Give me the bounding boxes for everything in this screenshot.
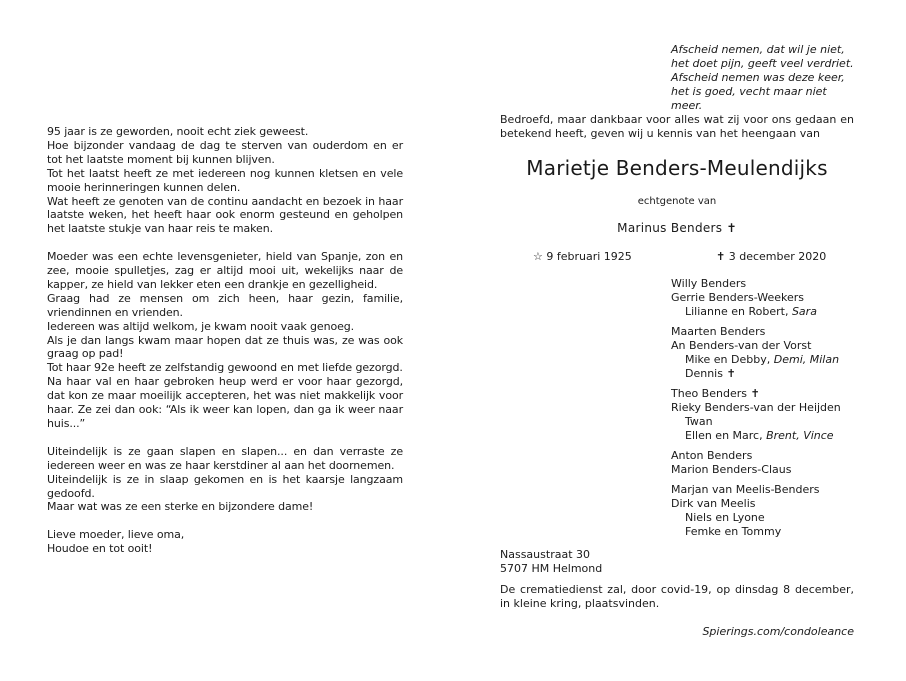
family-member: Marion Benders-Claus [671,463,792,476]
family-member: Anton Benders [671,449,753,462]
family-member: Theo Benders ✝ [671,387,760,400]
tribute-paragraph: Iedereen was altijd welkom, je kwam nooit vaak genoeg. [47,319,355,333]
address [500,548,602,576]
tribute-paragraph: 95 jaar is ze geworden, nooit echt ziek geweest. [47,125,309,138]
tribute-paragraph: Moeder was een echte levensgenieter, hield van Spanje, zon en zee, mooie spulletjes, zag er altijd mooi uit, wekelijks naar de kapper, ze hield van lekker eten een drankje en gezelligheid. [47,250,403,291]
family-group [671,449,861,477]
poem [671,43,861,113]
family-member: Gerrie Benders-Weekers [671,291,805,304]
family-member: Ellen en Marc, Brent, Vince [685,429,834,442]
family-member: Twan [685,415,713,428]
family-member: Dennis ✝ [685,367,736,380]
family-member: Femke en Tommy [685,525,782,538]
family-member: Marjan van Meelis-Benders [671,483,820,496]
tribute-text [47,125,403,556]
family-group [671,277,861,319]
family-member: Dirk van Meelis [671,497,756,510]
address-city: 5707 HM Helmond [500,562,603,575]
family-member: Maarten Benders [671,325,766,338]
condolence-website: Spierings.com/condoleance [702,625,854,638]
birth-date: ☆ 9 februari 1925 [533,250,632,263]
family-member: Niels en Lyone [685,511,765,524]
deceased-name: Marietje Benders-Meulendijks [526,156,828,180]
spouse-of-label: echtgenote van [637,196,717,207]
family-group [671,325,861,381]
family-member: Mike en Debby, Demi, Milan [685,353,840,366]
tribute-paragraph: Uiteindelijk is ze in slaap gekomen en is het kaarsje langzaam gedoofd. [47,472,403,500]
tribute-paragraph: Uiteindelijk is ze gaan slapen en slapen... en dan verraste ze iedereen weer en was ze haar kerstdiner al aan het doornemen. [47,444,403,472]
family-member: Rieky Benders-van der Heijden [671,401,841,414]
announcement-intro: Bedroefd, maar dankbaar voor alles wat zij voor ons gedaan en betekend heeft, geven wij u kennis van het heengaan van [500,113,854,140]
farewell-line: Lieve moeder, lieve oma, [47,528,185,542]
family-group [671,483,861,539]
poem-line: Afscheid nemen, dat wil je niet, [671,43,845,56]
poem-line: het is goed, vecht maar niet meer. [671,85,827,112]
tribute-paragraph: Tot het laatst heeft ze met iedereen nog kunnen kletsen en vele mooie herinneringen kunnen delen. [47,166,403,194]
tribute-paragraph: Maar wat was ze een sterke en bijzondere dame! [47,500,314,514]
family-group [671,387,861,443]
tribute-paragraph: Tot haar 92e heeft ze zelfstandig gewoond en met liefde gezorgd. [47,361,403,375]
poem-line: het doet pijn, geeft veel verdriet. [671,57,854,70]
death-date: ✝ 3 december 2020 [716,250,827,263]
tribute-paragraph: Hoe bijzonder vandaag de dag te sterven van ouderdom en er tot het laatste moment bij kunnen blijven. [47,138,403,166]
tribute-paragraph: Wat heeft ze genoten van de continu aandacht en bezoek in haar laatste weken, het heeft haar ook enorm gesteund en geholpen het laatste stukje van haar reis te maken. [47,194,403,236]
spouse-name: Marinus Benders ✝ [617,221,737,235]
service-notice: De crematiedienst zal, door covid-19, op dinsdag 8 december, in kleine kring, plaatsvinden. [500,583,854,610]
tribute-paragraph: Na haar val en haar gebroken heup werd er voor haar gezorgd, dat kon ze maar moeilijk accepteren, het was niet makkelijk voor haar. Ze zei dan ook: “Als ik weer kan lopen, dan ga ik weer naar huis...” [47,375,403,431]
poem-line: Afscheid nemen was deze keer, [671,71,845,84]
family-member: An Benders-van der Vorst [671,339,812,352]
tribute-paragraph: Als je dan langs kwam maar hopen dat ze thuis was, ze was ook graag op pad! [47,333,403,361]
farewell-line: Houdoe en tot ooit! [47,542,153,556]
family-list [671,277,861,545]
tribute-paragraph: Graag had ze mensen om zich heen, haar gezin, familie, vriendinnen en vrienden. [47,291,403,319]
address-street: Nassaustraat 30 [500,548,590,561]
family-member: Willy Benders [671,277,747,290]
family-member: Lilianne en Robert, Sara [685,305,817,318]
